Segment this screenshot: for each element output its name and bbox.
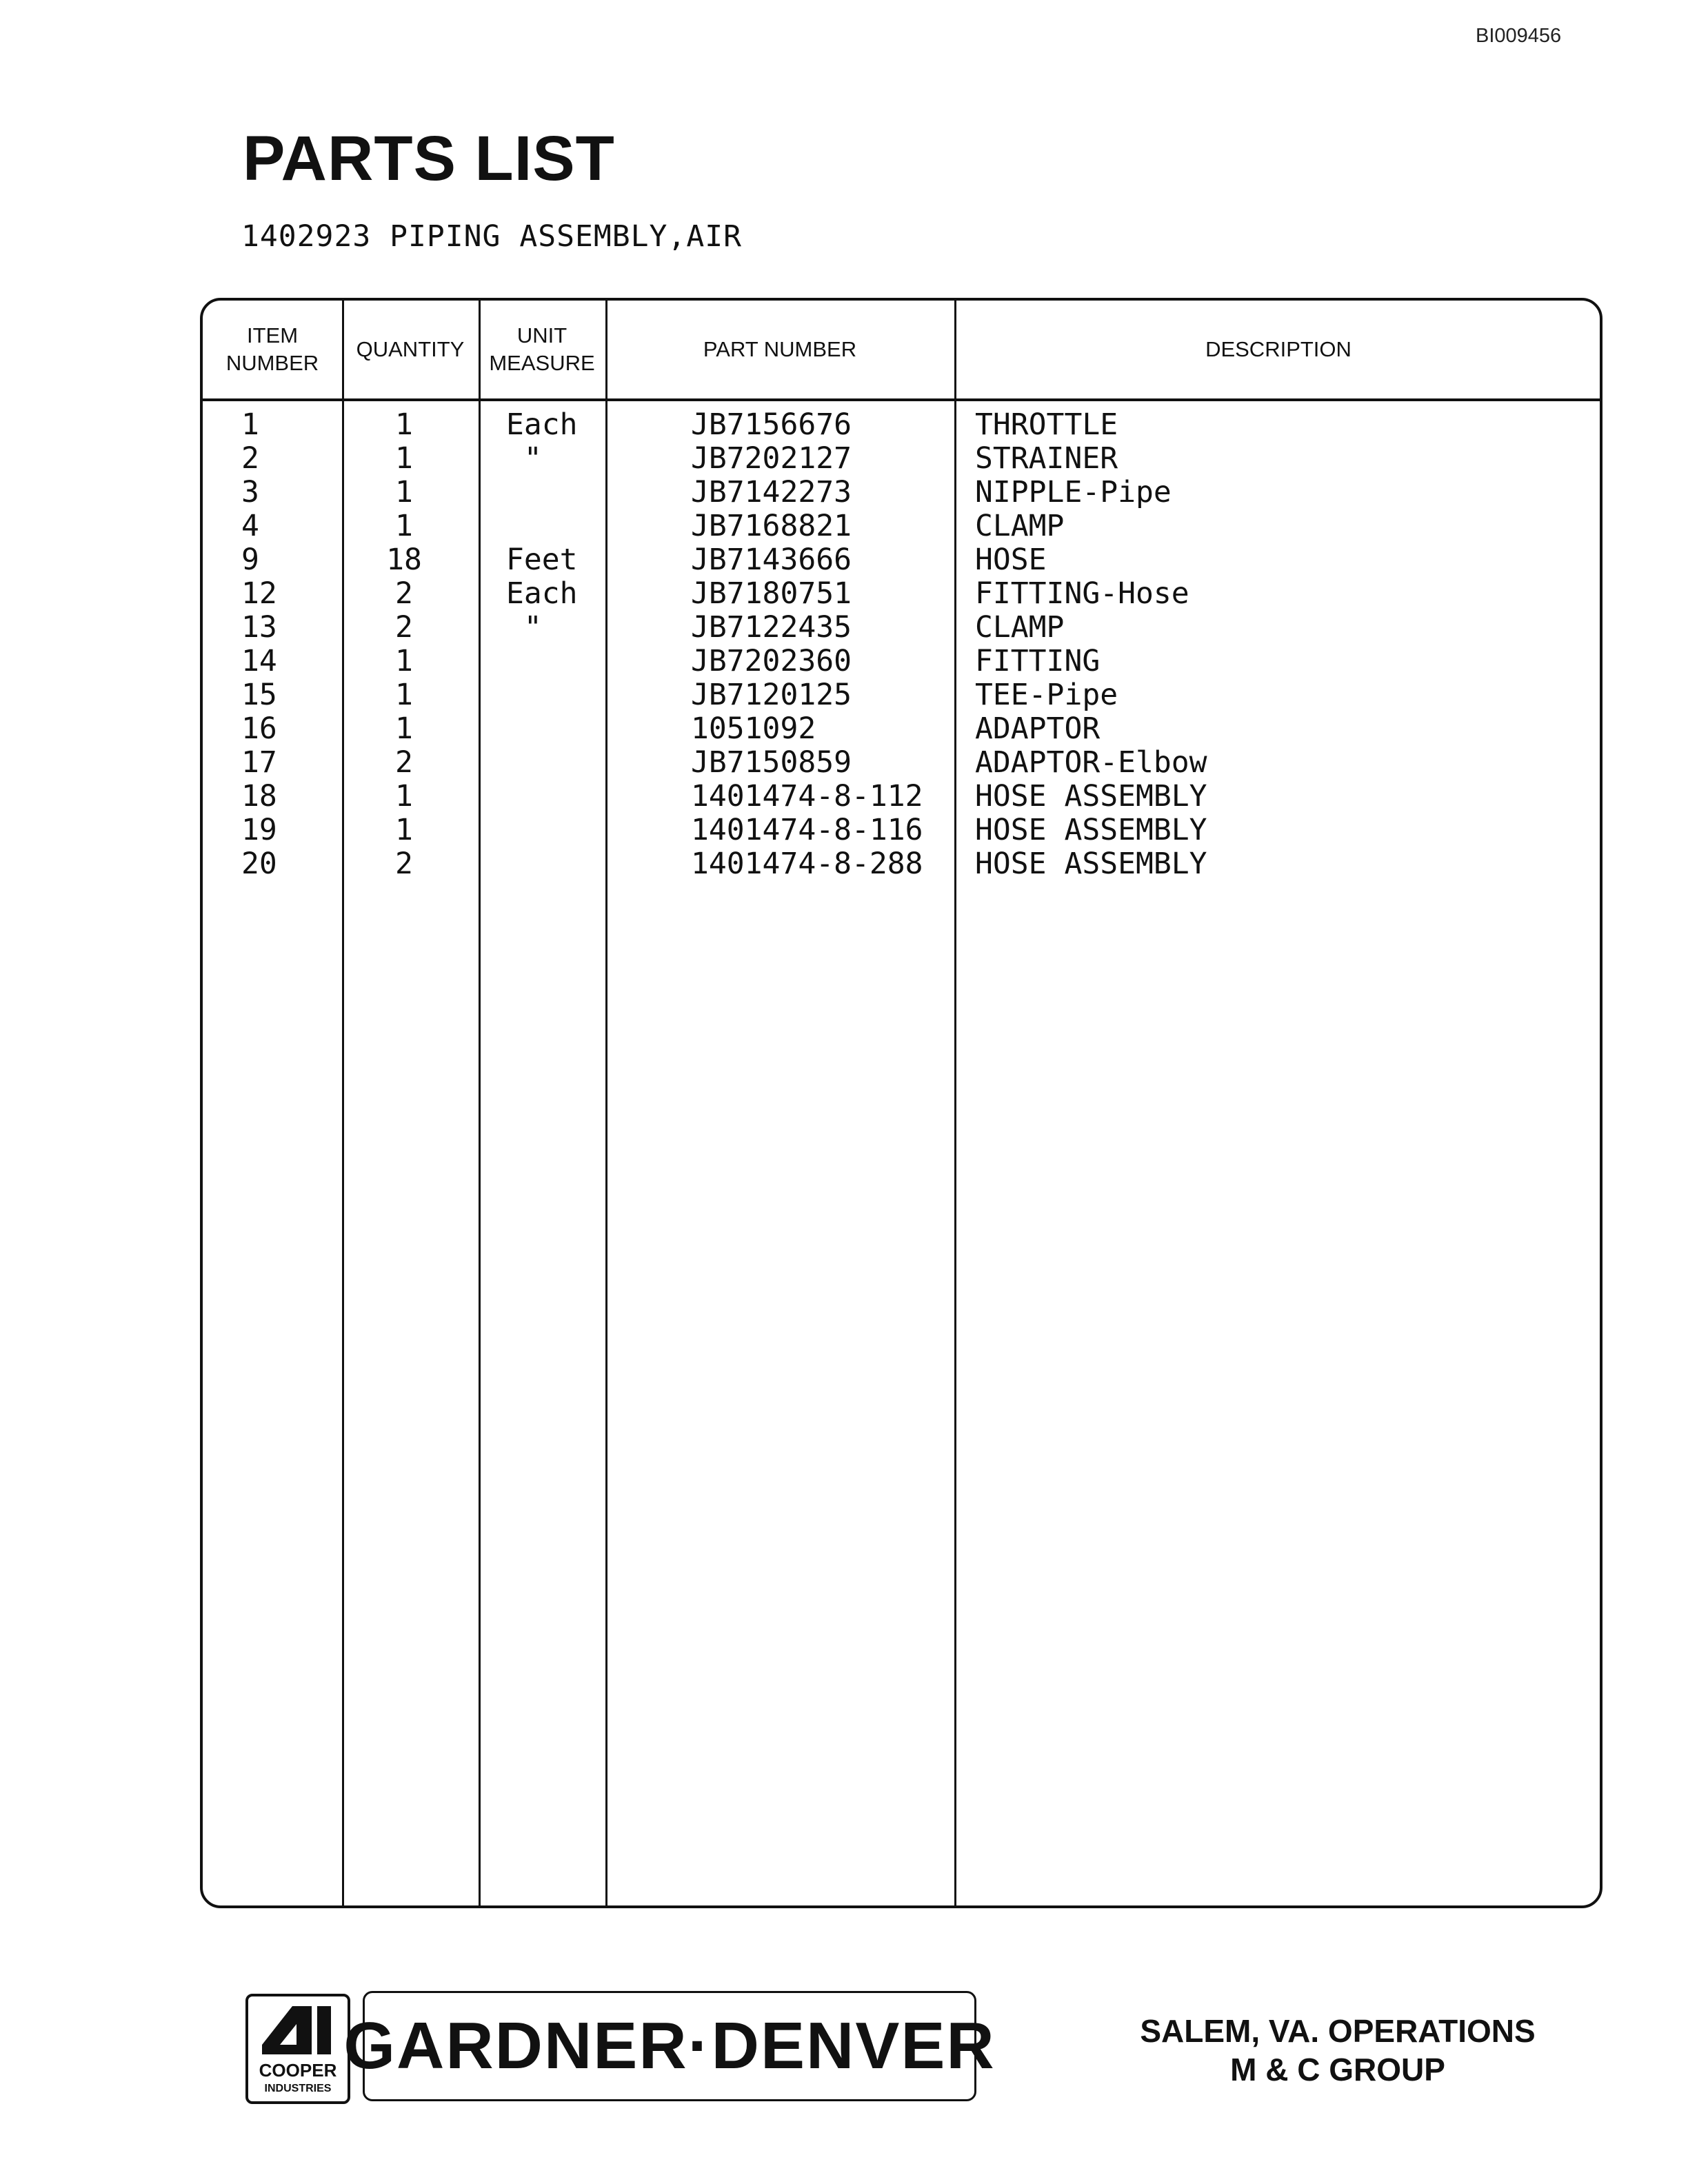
quantity: 1 — [395, 644, 413, 678]
office-info — [1076, 2012, 1600, 2089]
table-row — [203, 712, 1600, 746]
office-line-2: M & C GROUP — [1230, 2052, 1445, 2087]
table-row — [203, 780, 1600, 813]
item-number: 14 — [241, 644, 277, 678]
item-number: 2 — [241, 441, 259, 476]
table-row — [203, 543, 1600, 577]
quantity: 2 — [395, 847, 413, 881]
quantity: 1 — [395, 407, 413, 442]
part-number: JB7150859 — [691, 745, 852, 780]
header-quantity: QUANTITY — [356, 337, 465, 361]
item-number: 19 — [241, 813, 277, 847]
part-number: JB7156676 — [691, 407, 852, 442]
table-row — [203, 509, 1600, 543]
part-number: JB7202127 — [691, 441, 852, 476]
logo-text-cooper: COOPER — [259, 2060, 337, 2081]
part-number: JB7120125 — [691, 678, 852, 712]
description: FITTING-Hose — [975, 576, 1189, 611]
description: ADAPTOR-Elbow — [975, 745, 1207, 780]
header-unit-measure — [479, 301, 605, 398]
quantity: 2 — [395, 610, 413, 645]
quantity: 1 — [395, 475, 413, 509]
quantity: 1 — [395, 711, 413, 746]
part-number: JB7202360 — [691, 644, 852, 678]
header-part-number: PART NUMBER — [703, 337, 857, 361]
cooper-industries-logo — [245, 1994, 350, 2104]
quantity: 2 — [395, 745, 413, 780]
item-number: 18 — [241, 779, 277, 813]
item-number: 15 — [241, 678, 277, 712]
description: ADAPTOR — [975, 711, 1101, 746]
part-number: JB7122435 — [691, 610, 852, 645]
header-unit-measure-line1: UNIT — [516, 323, 567, 347]
item-number: 3 — [241, 475, 259, 509]
item-number: 16 — [241, 711, 277, 746]
header-item-number-line2: NUMBER — [225, 351, 319, 375]
part-number: JB7142273 — [691, 475, 852, 509]
header-item-number-line1: ITEM — [246, 323, 299, 347]
quantity: 1 — [395, 441, 413, 476]
quantity: 1 — [395, 509, 413, 543]
table-body — [203, 408, 1600, 881]
quantity: 18 — [386, 543, 422, 577]
header-unit-measure-line2: MEASURE — [489, 351, 595, 375]
description: THROTTLE — [975, 407, 1118, 442]
table-row — [203, 577, 1600, 611]
unit-measure: Each — [506, 576, 578, 611]
unit-measure: Each — [506, 407, 578, 442]
description: TEE-Pipe — [975, 678, 1118, 712]
description: HOSE ASSEMBLY — [975, 813, 1207, 847]
quantity: 1 — [395, 813, 413, 847]
description: CLAMP — [975, 509, 1065, 543]
quantity: 1 — [395, 779, 413, 813]
logo-text-industries: INDUSTRIES — [264, 2083, 332, 2094]
description: FITTING — [975, 644, 1101, 678]
description: HOSE ASSEMBLY — [975, 779, 1207, 813]
part-number: JB7168821 — [691, 509, 852, 543]
unit-measure: " — [506, 610, 542, 645]
table-row — [203, 847, 1600, 881]
table-row — [203, 611, 1600, 645]
part-number: 1401474-8-112 — [691, 779, 923, 813]
item-number: 12 — [241, 576, 277, 611]
quantity: 2 — [395, 576, 413, 611]
table-row — [203, 408, 1600, 442]
table-row — [203, 678, 1600, 712]
part-number: JB7180751 — [691, 576, 852, 611]
header-description: DESCRIPTION — [1205, 337, 1352, 361]
gardner-denver-brand: GARDNER·DENVER — [363, 1991, 976, 2101]
item-number: 1 — [241, 407, 259, 442]
header-item-number — [203, 301, 342, 398]
table-row — [203, 813, 1600, 847]
part-number: 1051092 — [691, 711, 816, 746]
description: HOSE — [975, 543, 1047, 577]
unit-measure: " — [506, 441, 542, 476]
header-divider — [203, 398, 1600, 401]
part-number: JB7143666 — [691, 543, 852, 577]
item-number: 20 — [241, 847, 277, 881]
item-number: 9 — [241, 543, 259, 577]
table-row — [203, 645, 1600, 678]
unit-measure: Feet — [506, 543, 578, 577]
table-row — [203, 746, 1600, 780]
office-line-1: SALEM, VA. OPERATIONS — [1140, 2013, 1536, 2049]
page-title: PARTS LIST — [243, 123, 615, 194]
item-number: 4 — [241, 509, 259, 543]
document-id: BI009456 — [1476, 25, 1562, 47]
part-number: 1401474-8-116 — [691, 813, 923, 847]
parts-table — [200, 298, 1602, 1908]
description: NIPPLE-Pipe — [975, 475, 1172, 509]
cooper-logo-mark-icon — [248, 1996, 348, 2101]
description: HOSE ASSEMBLY — [975, 847, 1207, 881]
part-number: 1401474-8-288 — [691, 847, 923, 881]
item-number: 17 — [241, 745, 277, 780]
description: STRAINER — [975, 441, 1118, 476]
assembly-subtitle: 1402923 PIPING ASSEMBLY,AIR — [241, 219, 742, 254]
table-row — [203, 442, 1600, 476]
table-row — [203, 476, 1600, 509]
description: CLAMP — [975, 610, 1065, 645]
item-number: 13 — [241, 610, 277, 645]
quantity: 1 — [395, 678, 413, 712]
